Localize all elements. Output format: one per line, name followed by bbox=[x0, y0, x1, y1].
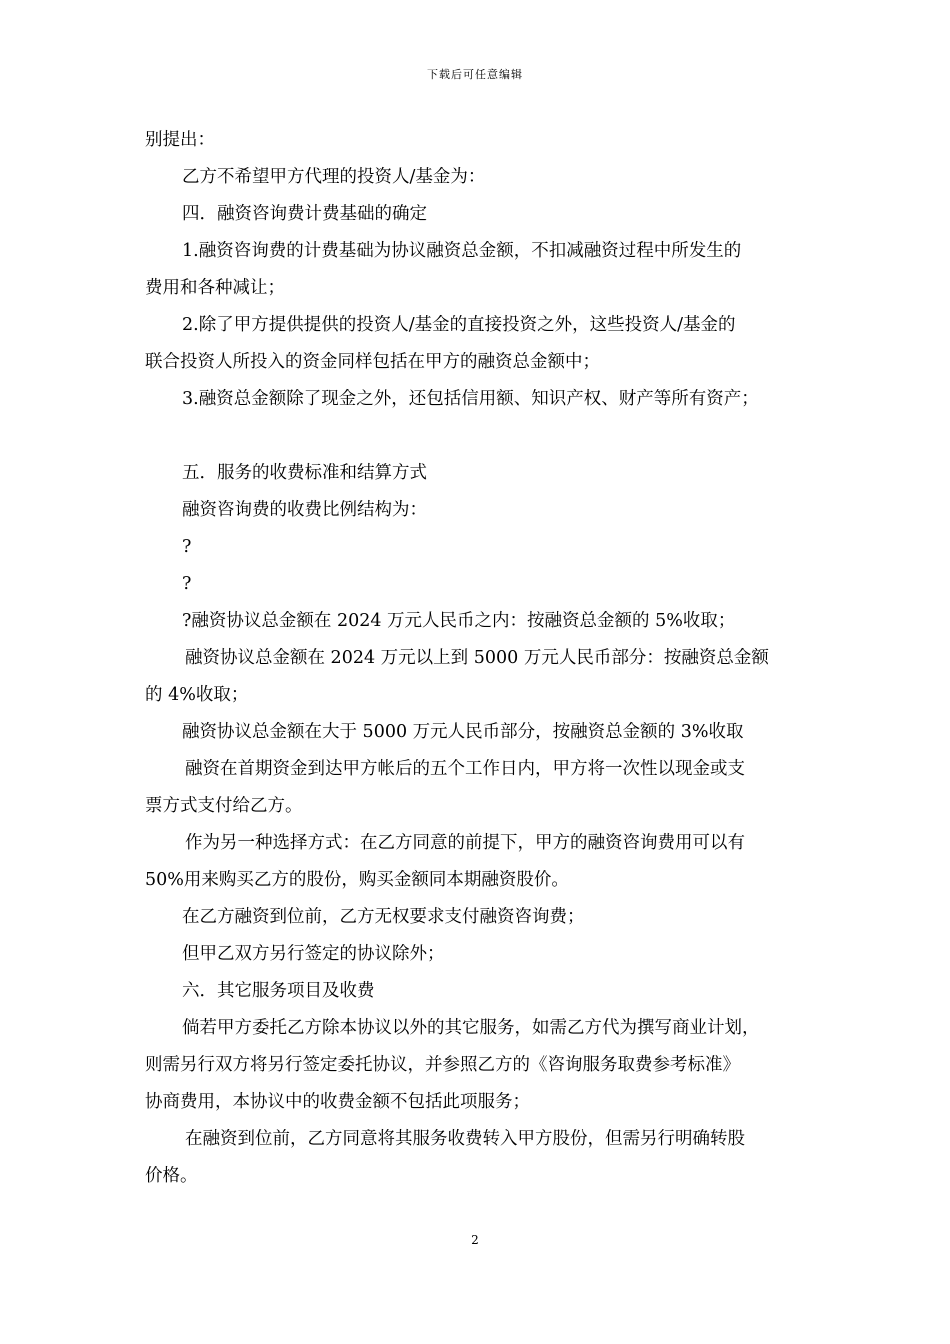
paragraph-line: 费用和各种减让； bbox=[145, 278, 285, 298]
paragraph-line: 的 4%收取； bbox=[145, 685, 249, 705]
paragraph-line: 作为另一种选择方式：在乙方同意的前提下，甲方的融资咨询费用可以有 bbox=[185, 833, 745, 853]
paragraph-line: 联合投资人所投入的资金同样包括在甲方的融资总金额中； bbox=[145, 352, 600, 372]
paragraph-line: 票方式支付给乙方。 bbox=[145, 796, 303, 816]
paragraph-line: 融资在首期资金到达甲方帐后的五个工作日内，甲方将一次性以现金或支 bbox=[185, 759, 745, 779]
blank-line bbox=[145, 418, 813, 455]
paragraph-line: ? bbox=[182, 537, 192, 557]
paragraph-line: 协商费用，本协议中的收费金额不包括此项服务； bbox=[145, 1092, 530, 1112]
paragraph-line: 则需另行双方将另行签定委托协议，并参照乙方的《咨询服务取费参考标准》 bbox=[145, 1055, 740, 1075]
paragraph-line: 乙方不希望甲方代理的投资人/基金为： bbox=[182, 167, 486, 187]
section-heading-4: 四．融资咨询费计费基础的确定 bbox=[182, 204, 427, 224]
paragraph-line: 1.融资咨询费的计费基础为协议融资总金额，不扣减融资过程中所发生的 bbox=[182, 241, 742, 261]
paragraph-line: 在乙方融资到位前，乙方无权要求支付融资咨询费； bbox=[182, 907, 585, 927]
paragraph-line: 倘若甲方委托乙方除本协议以外的其它服务，如需乙方代为撰写商业计划， bbox=[182, 1018, 760, 1038]
paragraph-line: 50%用来购买乙方的股份，购买金额同本期融资股价。 bbox=[145, 870, 569, 890]
section-heading-6: 六．其它服务项目及收费 bbox=[182, 981, 375, 1001]
page-number: 2 bbox=[471, 1233, 479, 1247]
paragraph-line: 在融资到位前，乙方同意将其服务收费转入甲方股份，但需另行明确转股 bbox=[185, 1129, 745, 1149]
paragraph-line: 融资协议总金额在 2024 万元以上到 5000 万元人民币部分：按融资总金额 bbox=[185, 648, 769, 668]
paragraph-line: 融资咨询费的收费比例结构为： bbox=[182, 500, 427, 520]
document-body bbox=[145, 122, 813, 1195]
paragraph-line: 2.除了甲方提供提供的投资人/基金的直接投资之外，这些投资人/基金的 bbox=[182, 315, 736, 335]
paragraph-line: 别提出： bbox=[145, 130, 215, 150]
paragraph-line: 融资协议总金额在大于 5000 万元人民币部分，按融资总金额的 3%收取 bbox=[182, 722, 744, 742]
paragraph-line: ?融资协议总金额在 2024 万元人民币之内：按融资总金额的 5%收取； bbox=[182, 611, 736, 631]
section-heading-5: 五．服务的收费标准和结算方式 bbox=[182, 463, 427, 483]
paragraph-line: 但甲乙双方另行签定的协议除外； bbox=[182, 944, 445, 964]
paragraph-line: 价格。 bbox=[145, 1166, 198, 1186]
paragraph-line: ? bbox=[182, 574, 192, 594]
page-header: 下载后可任意编辑 bbox=[427, 68, 523, 81]
paragraph-line: 3.融资总金额除了现金之外，还包括信用额、知识产权、财产等所有资产； bbox=[182, 389, 759, 409]
